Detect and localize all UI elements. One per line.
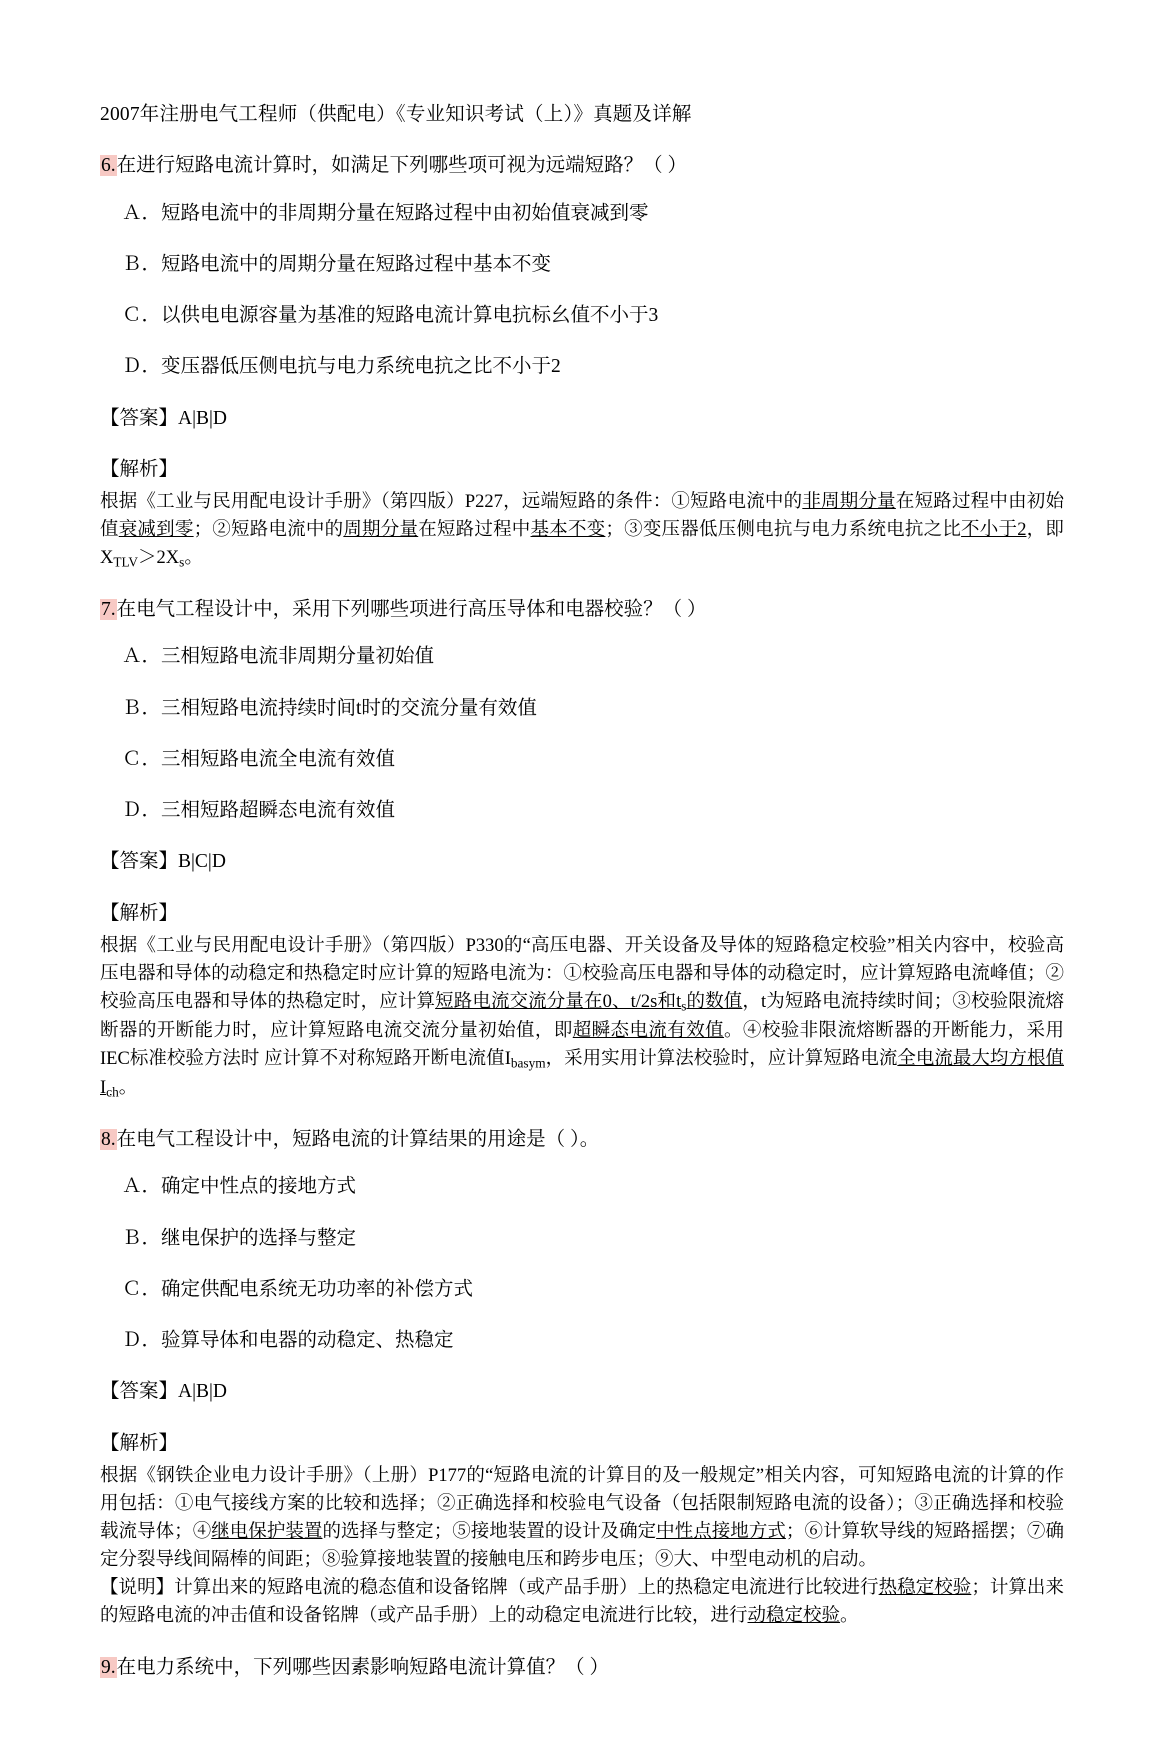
answer-label: 【答案】: [100, 407, 179, 429]
option-b: Ｂ．继电保护的选择与整定: [122, 1227, 357, 1249]
answer-label: 【答案】: [100, 851, 179, 873]
answer-value: A|B|D: [178, 1381, 227, 1403]
option-c: Ｃ．三相短路电流全电流有效值: [122, 748, 396, 770]
option-b: Ｂ．短路电流中的周期分量在短路过程中基本不变: [122, 253, 552, 275]
question-number: 7.: [101, 599, 116, 621]
analysis-body: 根据《钢铁企业电力设计手册》（上册）P177的“短路电流的计算目的及一般规定”相关内容，可知短路电流的计算的作用包括：①电气接线方案的比较和选择；②正确选择和校验电气设备（包括限制短路电流的设备）；③正确选择和校验载流导体；④继电保护装置的选择与整定；⑤接地装置的设计及确定中性点接地方式；⑥计算软导线的短路摇摆；⑦确定分裂导线间隔棒的间距；⑧验算接地装置的接触电压和跨步电压；⑨大、中型电动机的启动。 【说明】计算出来的短路电流的稳态值和设备铭牌（或产品手册）上的热稳定电流进行比较进行热稳定校验；计算出来的短路电流的冲击值和设备铭牌（或产品手册）上的动稳定电流进行比较，进行动稳定校验。: [100, 1465, 1064, 1627]
analysis-label: 【解析】: [100, 1432, 179, 1454]
question-number: 6.: [101, 155, 116, 177]
question-stem: [100, 595, 1064, 624]
analysis-label: 【解析】: [100, 458, 179, 480]
question-stem: [100, 1653, 1064, 1682]
analysis-body: 根据《工业与民用配电设计手册》（第四版）P227，远端短路的条件：①短路电流中的非周期分量在短路过程中由初始值衰减到零；②短路电流中的周期分量在短路过程中基本不变；③变压器低压侧电抗与电力系统电抗之比不小于2，即$X_{TLV}>2X_s$。: [100, 492, 1064, 570]
question-block: [100, 595, 1064, 1103]
question-stem-text: 在进行短路电流计算时，如满足下列哪些项可视为远端短路？（ ）: [116, 155, 688, 177]
answer-label: 【答案】: [100, 1381, 179, 1403]
question-stem-text: 在电气工程设计中，采用下列哪些项进行高压导体和电器校验？（ ）: [116, 599, 707, 621]
question-stem-text: 在电力系统中，下列哪些因素影响短路电流计算值？（ ）: [116, 1656, 610, 1678]
question-block: [100, 1653, 1064, 1682]
option-d: Ｄ．三相短路超瞬态电流有效值: [122, 800, 396, 822]
question-block: [100, 151, 1064, 573]
answer-line: [100, 847, 1064, 876]
option-b: Ｂ．三相短路电流持续时间t时的交流分量有效值: [122, 697, 537, 719]
option-d: Ｄ．验算导体和电器的动稳定、热稳定: [122, 1330, 454, 1352]
option-a: Ａ．短路电流中的非周期分量在短路过程中由初始值衰减到零: [122, 202, 649, 224]
option-c: Ｃ．以供电电源容量为基准的短路电流计算电抗标幺值不小于3: [122, 305, 659, 326]
option-a: Ａ．三相短路电流非周期分量初始值: [122, 646, 435, 668]
question-stem-text: 在电气工程设计中，短路电流的计算结果的用途是（ ）。: [116, 1129, 600, 1151]
analysis-body: 根据《工业与民用配电设计手册》（第四版）P330的“高压电器、开关设备及导体的短路稳定校验”相关内容中，校验高压电器和导体的动稳定和热稳定时应计算的短路电流为：①校验高压电器和导体的动稳定时，应计算短路电流峰值；②校验高压电器和导体的热稳定时，应计算短路电流交流分量在0、t/2s和$t_s$的数值，t为短路电流持续时间；③校验限流熔断器的开断能力时，应计算短路电流交流分量初始值，即超瞬态电流有效值。④校验非限流熔断器的开断能力，采用IEC标准校验方法时 应计算不对称短路开断电流值$I_{basym}$，采用实用计算法校验时，应计算短路电流全电流最大均方根值$I_{ch}$。: [100, 935, 1064, 1100]
document-title: 2007年注册电气工程师（供配电）《专业知识考试（上）》真题及详解: [100, 104, 692, 125]
question-stem: [100, 151, 1064, 180]
answer-line: [100, 1377, 1064, 1406]
question-stem: [100, 1125, 1064, 1154]
question-block: [100, 1125, 1064, 1630]
option-a: Ａ．确定中性点的接地方式: [122, 1176, 357, 1198]
answer-value: A|B|D: [178, 407, 227, 429]
answer-value: B|C|D: [178, 851, 226, 873]
option-d: Ｄ．变压器低压侧电抗与电力系统电抗之比不小于2: [122, 356, 561, 378]
analysis-label: 【解析】: [100, 902, 179, 924]
option-c: Ｃ．确定供配电系统无功功率的补偿方式: [122, 1278, 474, 1300]
question-number: 9.: [101, 1656, 116, 1678]
note-label: 【说明】: [100, 1578, 175, 1599]
question-number: 8.: [101, 1129, 116, 1151]
answer-line: [100, 404, 1064, 433]
